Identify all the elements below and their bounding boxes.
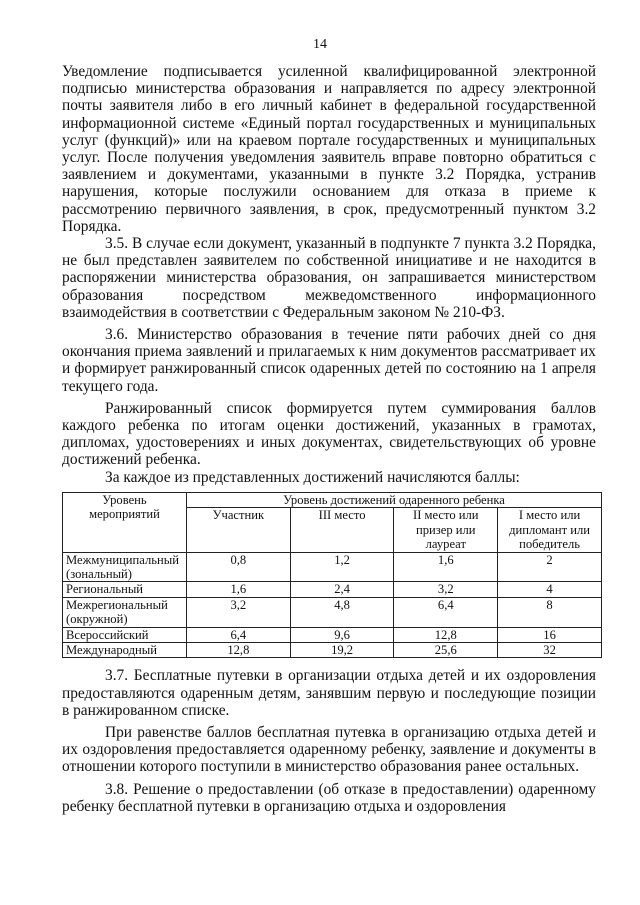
table-cell: 1,6 [186, 582, 290, 597]
table-row [63, 552, 602, 582]
table-cell-level: Межрегиональный (окружной) [63, 597, 187, 627]
paragraph-points-intro: За каждое из представленных достижений начисляются баллы: [105, 468, 520, 486]
table-cell: 1,2 [290, 552, 394, 582]
table-row [63, 627, 602, 642]
table-cell: 2 [498, 552, 602, 582]
paragraph-3-5: 3.5. В случае если документ, указанный в подпункте 7 пункта 3.2 Порядка, не был представлен заявителем по собственной инициативе и не находится в распоряжении министерства образования, он запрашивается министерством образования посредством межведомственного информационного взаимодействия в соответствии с Федеральным законом № 210-ФЗ. [62, 235, 596, 321]
paragraph-notification: Уведомление подписывается усиленной квалифицированной электронной подписью министерства образования и направляется по адресу электронной почты заявителя либо в его личный кабинет в федеральной государственной информационной системе «Единый портал государственных и муниципальных услуг (функций)» или на краевом портале государственных и муниципальных услуг. После получения уведомления заявитель вправе повторно обратиться с заявлением и документами, указанными в пункте 3.2 Порядка, устранив нарушения, которые послужили основанием для отказа в приеме к рассмотрению первичного заявления, в срок, предусмотренный пунктом 3.2 Порядка. [62, 63, 596, 235]
table-cell: 16 [498, 627, 602, 642]
table-cell: 12,8 [394, 627, 498, 642]
table-header-level: Уровень мероприятий [63, 492, 187, 552]
table-header-first-place: I место или дипломант или победитель [498, 508, 602, 552]
table-cell: 12,8 [186, 642, 290, 657]
table-header-third-place: III место [290, 508, 394, 552]
paragraph-3-6: 3.6. Министерство образования в течение пяти рабочих дней со дня окончания приема заявлений и прилагаемых к ним документов рассматривает их и формирует ранжированный список одаренных детей по состоянию на 1 апреля текущего года. [62, 326, 596, 395]
table-row [63, 597, 602, 627]
paragraph-equal-points: При равенстве баллов бесплатная путевка в организацию отдыха детей и их оздоровления предоставляется одаренному ребенку, заявление и документы в отношении которого поступили в министерство образования ранее остальных. [62, 723, 596, 776]
table-cell: 4 [498, 582, 602, 597]
table-row [63, 582, 602, 597]
table-cell: 3,2 [186, 597, 290, 627]
table-header-second-place: II место или призер или лауреат [394, 508, 498, 552]
page-number: 14 [313, 37, 327, 52]
table-cell: 8 [498, 597, 602, 627]
points-table [62, 492, 602, 658]
table-cell: 19,2 [290, 642, 394, 657]
table-cell: 2,4 [290, 582, 394, 597]
table-cell: 6,4 [186, 627, 290, 642]
table-row [63, 642, 602, 657]
table-cell: 25,6 [394, 642, 498, 657]
document-body [62, 63, 596, 815]
table-cell-level: Региональный [63, 582, 187, 597]
table-cell: 9,6 [290, 627, 394, 642]
table-header-participant: Участник [186, 508, 290, 552]
table-cell: 0,8 [186, 552, 290, 582]
table-cell-level: Межмуниципальный (зональный) [63, 552, 187, 582]
table-cell-level: Международный [63, 642, 187, 657]
table-cell: 6,4 [394, 597, 498, 627]
table-header-achievement: Уровень достижений одаренного ребенка [186, 492, 601, 507]
paragraph-ranked-list: Ранжированный список формируется путем суммирования баллов каждого ребенка по итогам оценки достижений, указанных в грамотах, дипломах, удостоверениях и иных документах, свидетельствующих об уровне достижений ребенка. [62, 399, 596, 469]
paragraph-3-8: 3.8. Решение о предоставлении (об отказе в предоставлении) одаренному ребенку бесплатной путевки в организацию отдыха и оздоровления [62, 780, 596, 815]
table-cell-level: Всероссийский [63, 627, 187, 642]
paragraph-3-7: 3.7. Бесплатные путевки в организации отдыха детей и их оздоровления предоставляются одаренным детям, занявшим первую и последующие позиции в ранжированном списке. [62, 667, 596, 719]
table-cell: 1,6 [394, 552, 498, 582]
table-cell: 32 [498, 642, 602, 657]
table-cell: 4,8 [290, 597, 394, 627]
table-cell: 3,2 [394, 582, 498, 597]
